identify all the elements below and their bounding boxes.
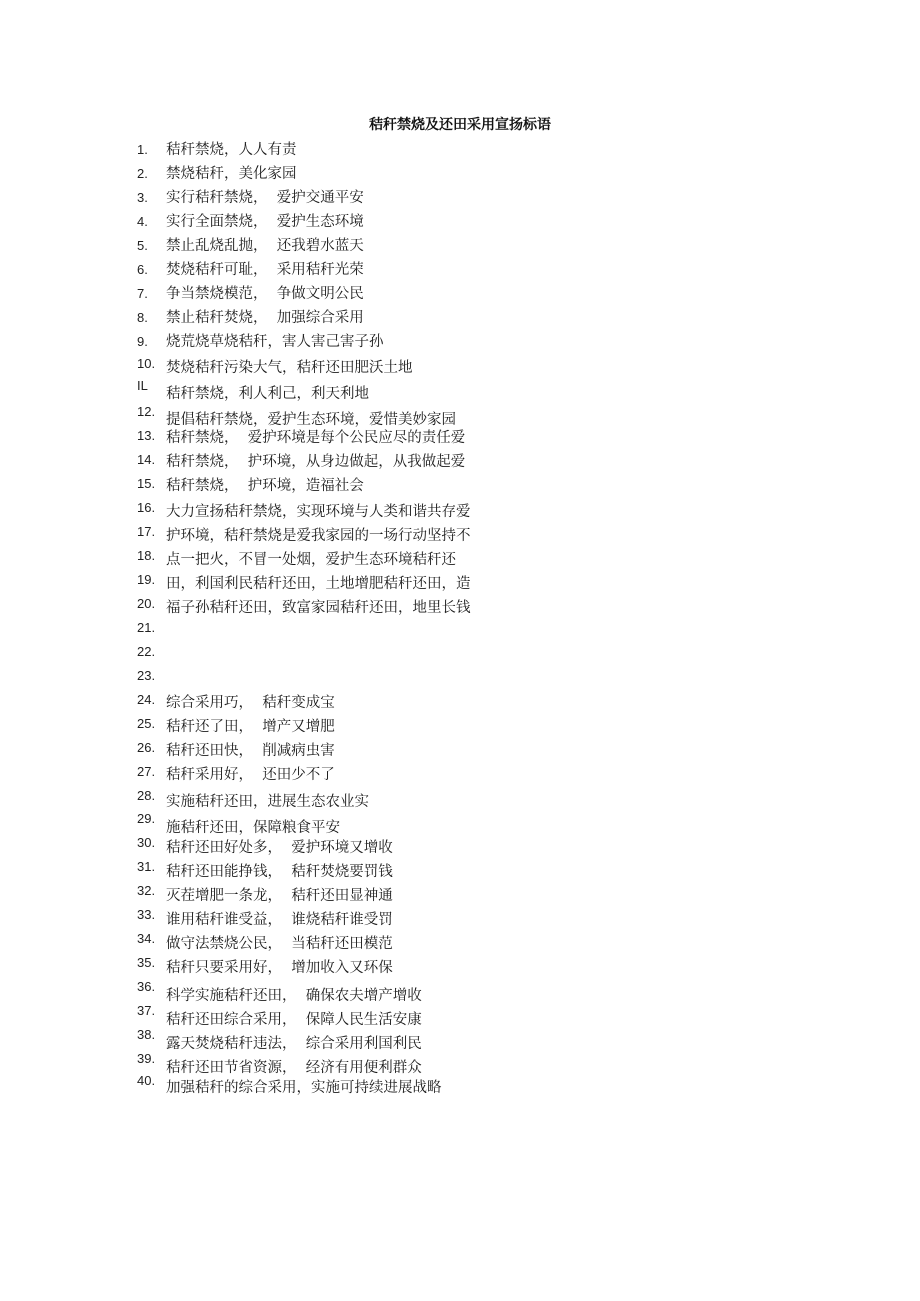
list-number: 30. — [137, 835, 156, 850]
list-number: 25. — [137, 716, 156, 731]
slogan-line: 秸秆还田快， 削减病虫害 — [166, 743, 335, 759]
slogan-line: 秸秆还田好处多， 爱护环境又增收 — [166, 840, 393, 856]
list-number: 33. — [137, 907, 156, 922]
slogan-line: 实施秸秆还田，进展生态农业实 — [166, 794, 369, 810]
list-number: 21. — [137, 620, 156, 635]
slogan-line: 争当禁烧模范， 争做文明公民 — [166, 286, 364, 302]
slogan-line: 实行秸秆禁烧， 爱护交通平安 — [166, 190, 364, 206]
list-number: 9. — [137, 334, 148, 349]
list-number: 15. — [137, 476, 156, 491]
slogan-line: 秸秆采用好， 还田少不了 — [166, 767, 335, 783]
slogan-line: 做守法禁烧公民， 当秸秆还田模范 — [166, 936, 393, 952]
slogan-line: 谁用秸秆谁受益， 谁烧秸秆谁受罚 — [166, 912, 393, 928]
list-number: 23. — [137, 668, 156, 683]
list-number: 38. — [137, 1027, 156, 1042]
list-number: 17. — [137, 524, 156, 539]
slogan-line: 加强秸秆的综合采用，实施可持续进展战略 — [166, 1080, 442, 1096]
list-number: 32. — [137, 883, 156, 898]
list-number: 28. — [137, 788, 156, 803]
list-number: 24. — [137, 692, 156, 707]
list-number: 22. — [137, 644, 156, 659]
slogan-line: 秸秆还田节省资源， 经济有用便利群众 — [166, 1060, 422, 1076]
slogan-line: 禁止秸秆焚烧， 加强综合采用 — [166, 310, 364, 326]
slogan-line: 提倡秸秆禁烧，爱护生态环境，爱惜美妙家园 — [166, 412, 456, 428]
slogan-line: 灭茬增肥一条龙， 秸秆还田显神通 — [166, 888, 393, 904]
list-number: 7. — [137, 286, 148, 301]
list-number: 36. — [137, 979, 156, 994]
slogan-line: 秸秆禁烧， 爱护环境是每个公民应尽的责任爱 — [166, 430, 466, 446]
slogan-line: 福子孙秸秆还田，致富家园秸秆还田，地里长钱 — [166, 600, 471, 616]
list-number: 34. — [137, 931, 156, 946]
slogan-line: 焚烧秸秆污染大气，秸秆还田肥沃土地 — [166, 360, 413, 376]
list-number: 35. — [137, 955, 156, 970]
list-number: 26. — [137, 740, 156, 755]
slogan-line: 护环境，秸秆禁烧是爱我家园的一场行动坚持不 — [166, 528, 471, 544]
list-number: 5. — [137, 238, 148, 253]
slogan-line: 秸秆还田综合采用， 保障人民生活安康 — [166, 1012, 422, 1028]
slogan-line: 禁烧秸秆，美化家园 — [166, 166, 297, 182]
list-number: 31. — [137, 859, 156, 874]
slogan-line: 秸秆禁烧， 护环境，造福社会 — [166, 478, 364, 494]
list-number: 39. — [137, 1051, 156, 1066]
list-number: 12. — [137, 404, 156, 419]
slogan-line: 露天焚烧秸秆违法， 综合采用利国利民 — [166, 1036, 422, 1052]
list-number: 19. — [137, 572, 156, 587]
list-number: 6. — [137, 262, 148, 277]
list-number: 1. — [137, 142, 148, 157]
slogan-line: 秸秆还了田， 增产又增肥 — [166, 719, 335, 735]
slogan-line: 田，利国利民秸秆还田，土地增肥秸秆还田，造 — [166, 576, 471, 592]
list-number: 18. — [137, 548, 156, 563]
slogan-line: 点一把火，不冒一处烟，爱护生态环境秸秆还 — [166, 552, 456, 568]
slogan-line: 秸秆还田能挣钱， 秸秆焚烧要罚钱 — [166, 864, 393, 880]
list-number: 40. — [137, 1073, 156, 1088]
slogan-line: 科学实施秸秆还田， 确保农夫增产增收 — [166, 988, 422, 1004]
list-number: 2. — [137, 166, 148, 181]
list-number: 14. — [137, 452, 156, 467]
slogan-line: 秸秆禁烧，利人利己，利天利地 — [166, 386, 369, 402]
list-number: 8. — [137, 310, 148, 325]
list-number: 16. — [137, 500, 156, 515]
slogan-line: 烧荒烧草烧秸秆，害人害己害子孙 — [166, 334, 384, 350]
slogan-line: 秸秆禁烧，人人有责 — [166, 142, 297, 158]
slogan-line: 秸秆禁烧， 护环境，从身边做起，从我做起爱 — [166, 454, 466, 470]
list-number: 37. — [137, 1003, 156, 1018]
list-number: IL — [137, 378, 148, 393]
list-number: 27. — [137, 764, 156, 779]
slogan-line: 秸秆只要采用好， 增加收入又环保 — [166, 960, 393, 976]
slogan-line: 禁止乱烧乱抛， 还我碧水蓝天 — [166, 238, 364, 254]
slogan-line: 焚烧秸秆可耻， 采用秸秆光荣 — [166, 262, 364, 278]
list-number: 20. — [137, 596, 156, 611]
list-number: 3. — [137, 190, 148, 205]
list-number: 29. — [137, 811, 156, 826]
list-number: 4. — [137, 214, 148, 229]
slogan-line: 实行全面禁烧， 爱护生态环境 — [166, 214, 364, 230]
slogan-line: 综合采用巧， 秸秆变成宝 — [166, 695, 335, 711]
slogan-line: 施秸秆还田，保障粮食平安 — [166, 820, 340, 836]
list-number: 10. — [137, 356, 156, 371]
document-title: 秸秆禁烧及还田采用宣扬标语 — [369, 117, 551, 133]
list-number: 13. — [137, 428, 156, 443]
slogan-line: 大力宣扬秸秆禁烧，实现环境与人类和谐共存爱 — [166, 504, 471, 520]
